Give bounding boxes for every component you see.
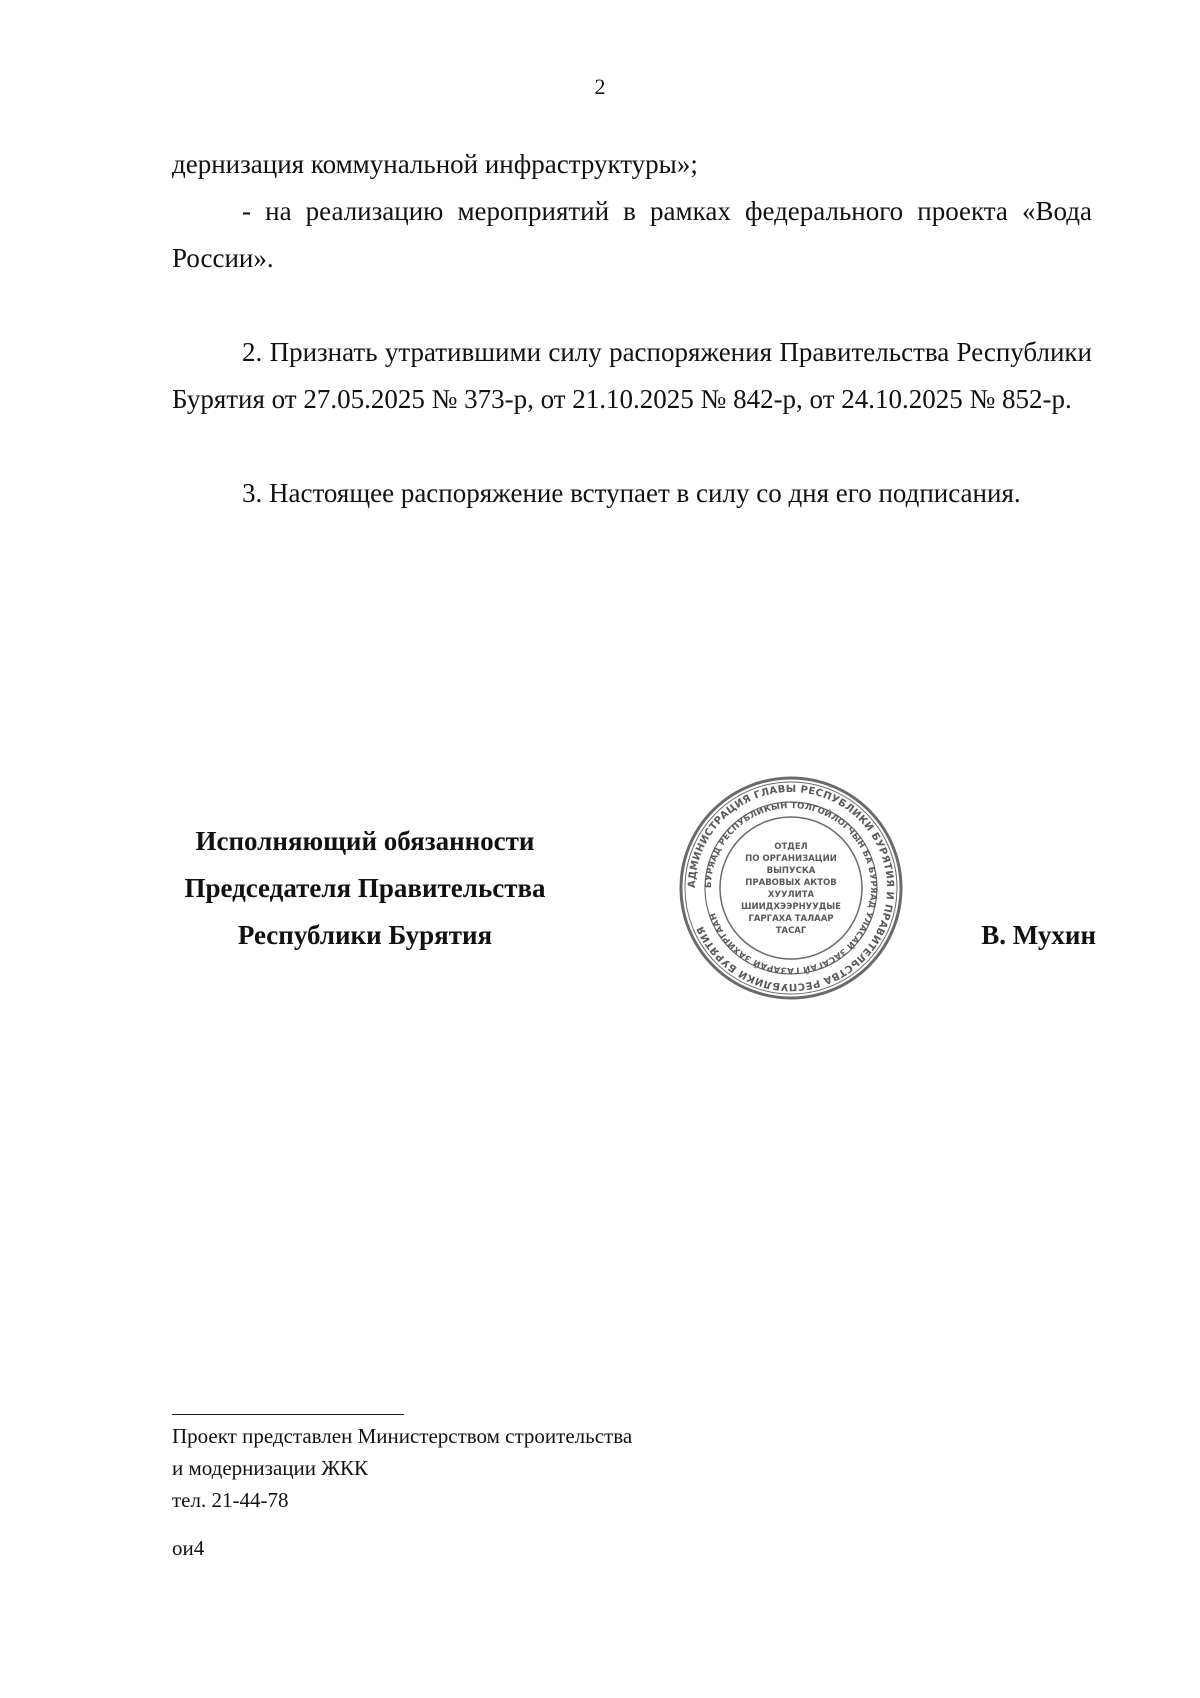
official-stamp [678,775,904,1001]
paragraph-bullet-water: - на реализацию мероприятий в рамках федерального проекта «Вода России». [172,196,1092,273]
stamp-seal-graphic [678,775,904,1001]
footnote [172,1420,632,1516]
page-number: 2 [594,74,606,99]
paragraph-gap [172,423,1092,470]
document-body [172,141,1092,517]
stamp-center-line-2: ПО ОРГАНИЗАЦИИ [745,854,837,864]
stamp-center-line-4: ПРАВОВЫХ АКТОВ [745,878,837,888]
signatory-title-line-2: Председателя Правительства [184,873,546,903]
document-code: ои4 [172,1536,205,1560]
signatory-name: В. Мухин [981,920,1096,950]
paragraph-continuation: дернизация коммунальной инфраструктуры»; [172,149,698,179]
stamp-center-line-1: ОТДЕЛ [774,842,808,852]
stamp-center-line-7: ГАРГАХА ТАЛААР [748,914,834,924]
signatory-title-line-3: Республики Бурятия [237,920,493,950]
footnote-line-2: и модернизации ЖКК [172,1456,369,1480]
svg-text:БУРЯАД РЕСПУБЛИКЫН ТОЛГОЙЛОГЧЫ [704,801,878,976]
stamp-center-line-8: ТАСАГ [775,926,807,936]
signatory-title [150,818,580,959]
stamp-outer-ring-text: АДМИНИСТРАЦИЯ ГЛАВЫ РЕСПУБЛИКИ БУРЯТИЯ И ПРАВИТЕЛЬСТВА РЕСПУБЛИКИ БУРЯТИЯ [686,783,896,993]
footnote-line-1: Проект представлен Министерством строительства [172,1424,633,1448]
stamp-center-line-5: ХУУЛИТА [767,890,815,900]
svg-text:АДМИНИСТРАЦИЯ ГЛАВЫ РЕСПУБЛИКИ [687,784,895,992]
paragraph-gap [172,282,1092,329]
stamp-inner-ring-text: БУРЯАД РЕСПУБЛИКЫН ТОЛГОЙЛОГЧЫН БА БУРЯАД УЛАСАЙ ЗАСАГАЙ ГАЗАРАЙ ЗАХИРГААН [703,800,879,976]
signatory-title-line-1: Исполняющий обязанности [195,826,535,856]
paragraph-item-2: 2. Признать утратившими силу распоряжения Правительства Республики Бурятия от 27.05.2025 № 373-р, от 21.10.2025 № 842-р, от 24.10.2025 № 852-р. [172,337,1092,414]
footnote-divider [172,1414,404,1415]
paragraph-item-3: 3. Настоящее распоряжение вступает в силу со дня его подписания. [242,478,1021,508]
stamp-center-line-3: ВЫПУСКА [766,866,816,876]
stamp-center-line-6: ШИИДХЭЭРНУУДЫЕ [741,902,841,912]
footnote-line-3: тел. 21-44-78 [172,1488,289,1512]
